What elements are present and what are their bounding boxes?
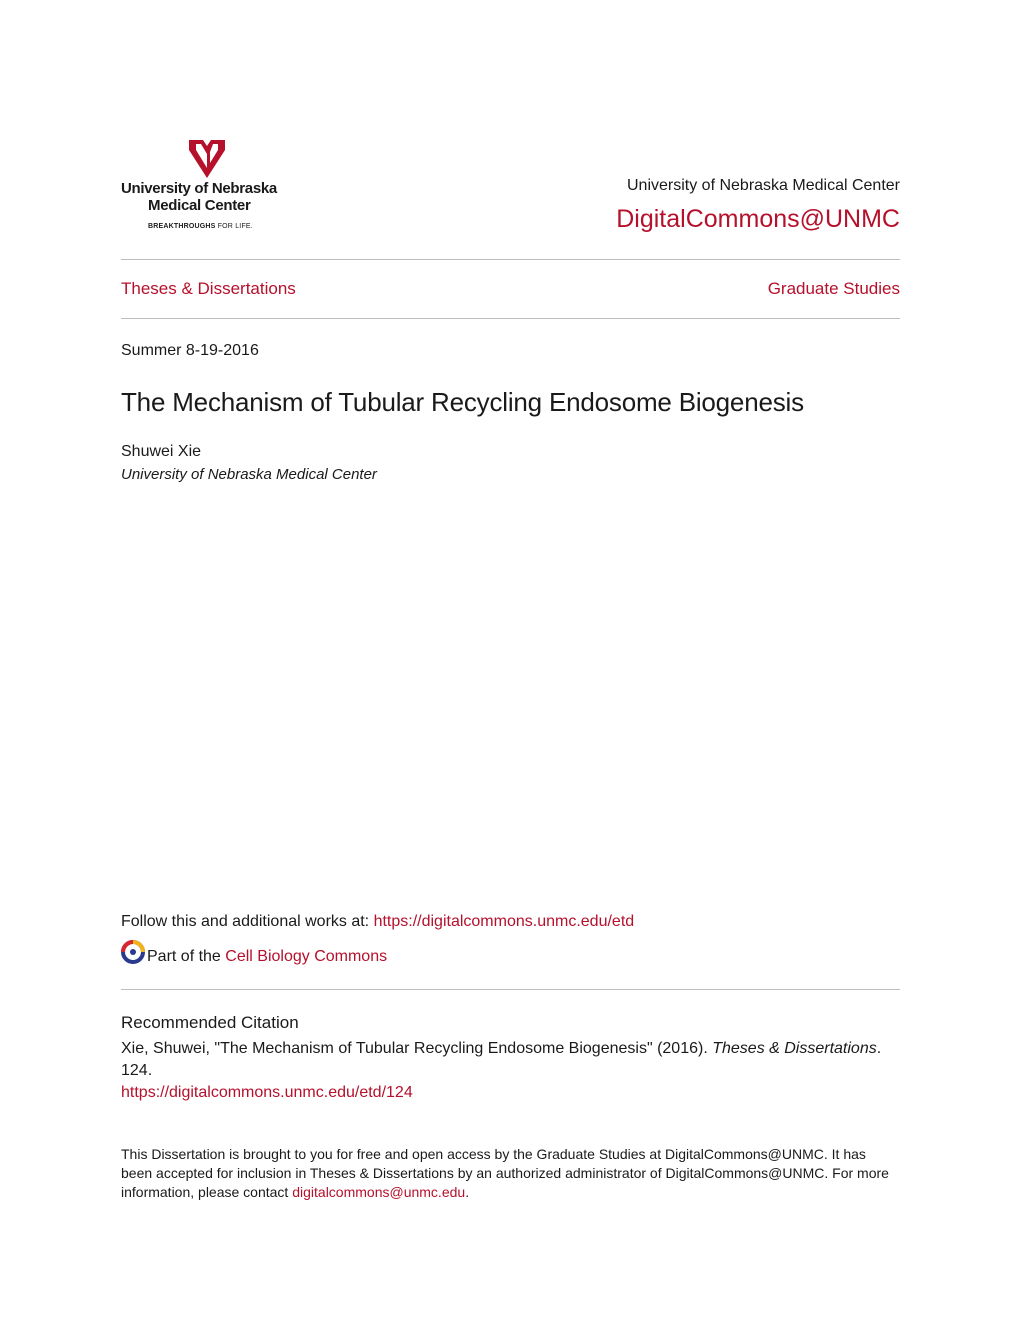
follow-url-link[interactable]: https://digitalcommons.unmc.edu/etd [373, 913, 635, 930]
divider-top [121, 259, 900, 260]
citation-text: Xie, Shuwei, "The Mechanism of Tubular Recycling Endosome Biogenesis" (2016). [121, 1040, 713, 1057]
unmc-shield-icon [187, 140, 227, 178]
citation-block [121, 1038, 900, 1104]
contact-email-link[interactable]: digitalcommons@unmc.edu [292, 1184, 466, 1200]
part-of-text [147, 948, 387, 966]
cell-biology-commons-link[interactable]: Cell Biology Commons [225, 948, 388, 965]
series-link[interactable]: Theses & Dissertations [121, 279, 296, 298]
access-statement [121, 1145, 900, 1202]
author-name: Shuwei Xie [121, 443, 202, 460]
part-of-label: Part of the [147, 948, 226, 965]
network-commons-icon [121, 940, 145, 964]
unmc-logo[interactable] [121, 140, 301, 235]
citation-series: Theses & Dissertations [712, 1040, 877, 1057]
publication-date: Summer 8-19-2016 [121, 342, 259, 359]
citation-heading: Recommended Citation [121, 1013, 299, 1032]
divider-nav [121, 318, 900, 319]
access-statement-text: This Dissertation is brought to you for free and open access by the Graduate Studies at DigitalCommons@UNMC. It has been accepted for inclusion in Theses & Dissertations by an authorized administrator of DigitalCommons@UNMC. For more information, please contact [121, 1146, 889, 1200]
institution-name: University of Nebraska Medical Center [627, 177, 900, 194]
work-title: The Mechanism of Tubular Recycling Endosome Biogenesis [121, 387, 804, 417]
logo-tagline-rest: FOR LIFE. [215, 223, 253, 230]
repository-link[interactable]: DigitalCommons@UNMC [616, 205, 900, 233]
citation-number: . 124. [121, 1040, 882, 1079]
follow-label: Follow this and additional works at: [121, 913, 374, 930]
logo-line-university: University of Nebraska [121, 180, 277, 197]
logo-line-medical-center: Medical Center [148, 197, 251, 214]
author-affiliation: University of Nebraska Medical Center [121, 466, 377, 483]
logo-tagline [148, 223, 253, 230]
department-link[interactable]: Graduate Studies [767, 279, 900, 298]
citation-url-link[interactable]: https://digitalcommons.unmc.edu/etd/124 [121, 1084, 413, 1101]
follow-line [121, 913, 634, 931]
logo-tagline-bold: BREAKTHROUGHS [148, 223, 216, 230]
access-statement-end: . [465, 1184, 470, 1200]
cover-page [121, 0, 900, 1320]
divider-citation [121, 989, 900, 990]
